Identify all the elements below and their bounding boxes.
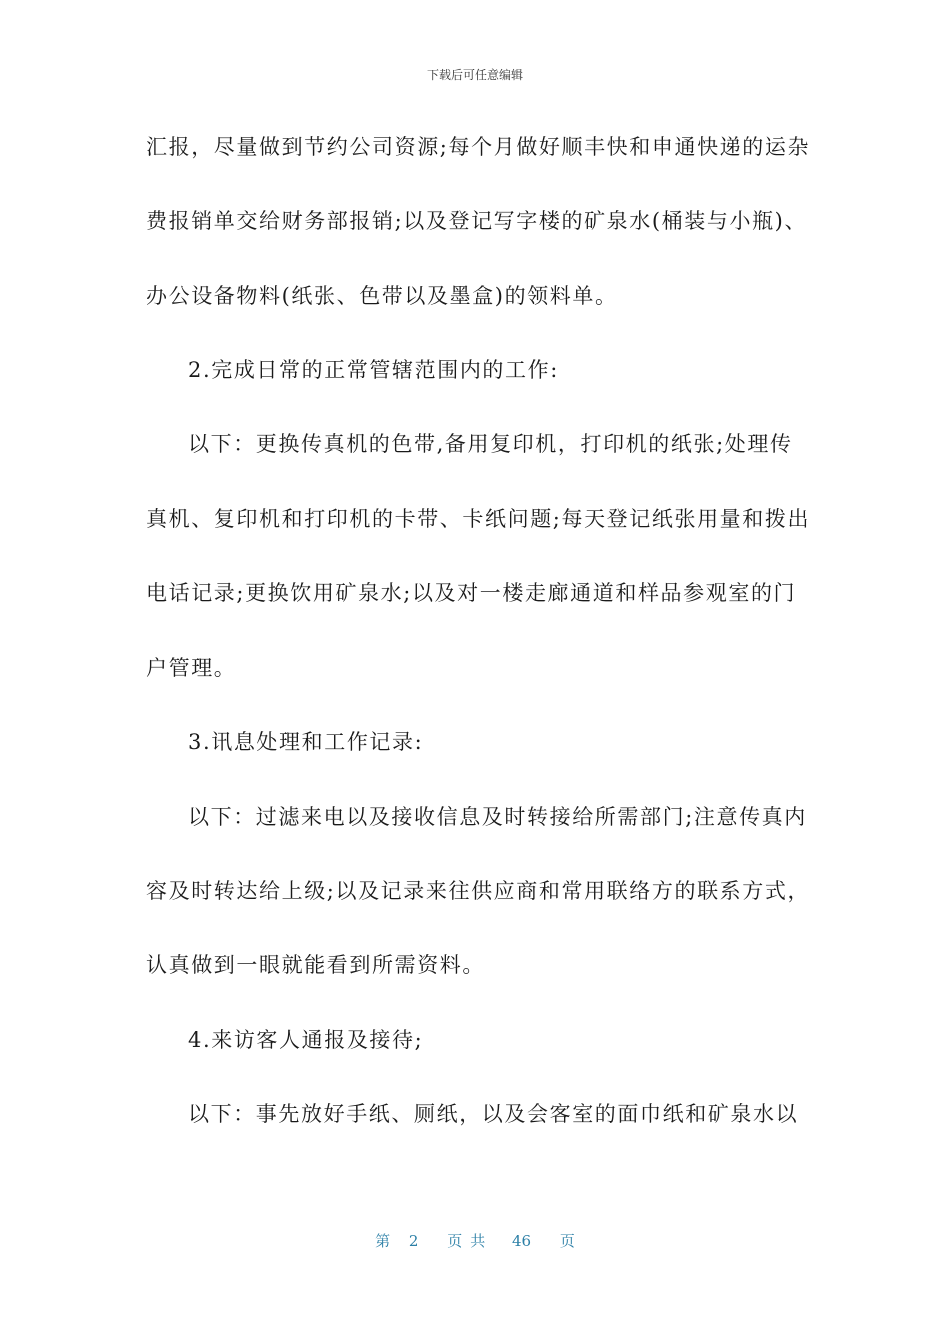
footer-page-number: 2 [408,1232,419,1250]
page-footer [0,1230,950,1251]
body-line: 认真做到一眼就能看到所需资料。 [146,953,485,977]
section-heading: 2.完成日常的正常管辖范围内的工作: [188,358,559,382]
section-heading: 4.来访客人通报及接待; [188,1028,424,1052]
body-line: 以下：事先放好手纸、厕纸，以及会客室的面巾纸和矿泉水以 [188,1102,799,1126]
body-line: 容及时转达给上级;以及记录来往供应商和常用联络方的联系方式， [146,879,811,903]
page-header: 下载后可任意编辑 [426,68,523,82]
footer-total-pages: 46 [512,1232,532,1250]
body-line: 户管理。 [146,656,237,680]
section-heading: 3.讯息处理和工作记录: [188,730,424,754]
footer-mid: 页共 [447,1232,494,1250]
body-line: 办公设备物料(纸张、色带以及墨盒)的领料单。 [146,284,618,308]
footer-suffix: 页 [559,1232,575,1250]
body-line: 以下：更换传真机的色带,备用复印机，打印机的纸张;处理传 [188,432,793,456]
body-line: 电话记录;更换饮用矿泉水;以及对一楼走廊通道和样品参观室的门 [146,581,797,605]
footer-prefix: 第 [375,1232,391,1250]
body-line: 以下：过滤来电以及接收信息及时转接给所需部门;注意传真内 [188,805,807,829]
body-line: 真机、复印机和打印机的卡带、卡纸问题;每天登记纸张用量和拨出 [146,507,811,531]
body-line: 费报销单交给财务部报销;以及登记写字楼的矿泉水(桶装与小瓶)、 [146,209,808,233]
body-line: 汇报，尽量做到节约公司资源;每个月做好顺丰快和申通快递的运杂 [146,135,811,159]
